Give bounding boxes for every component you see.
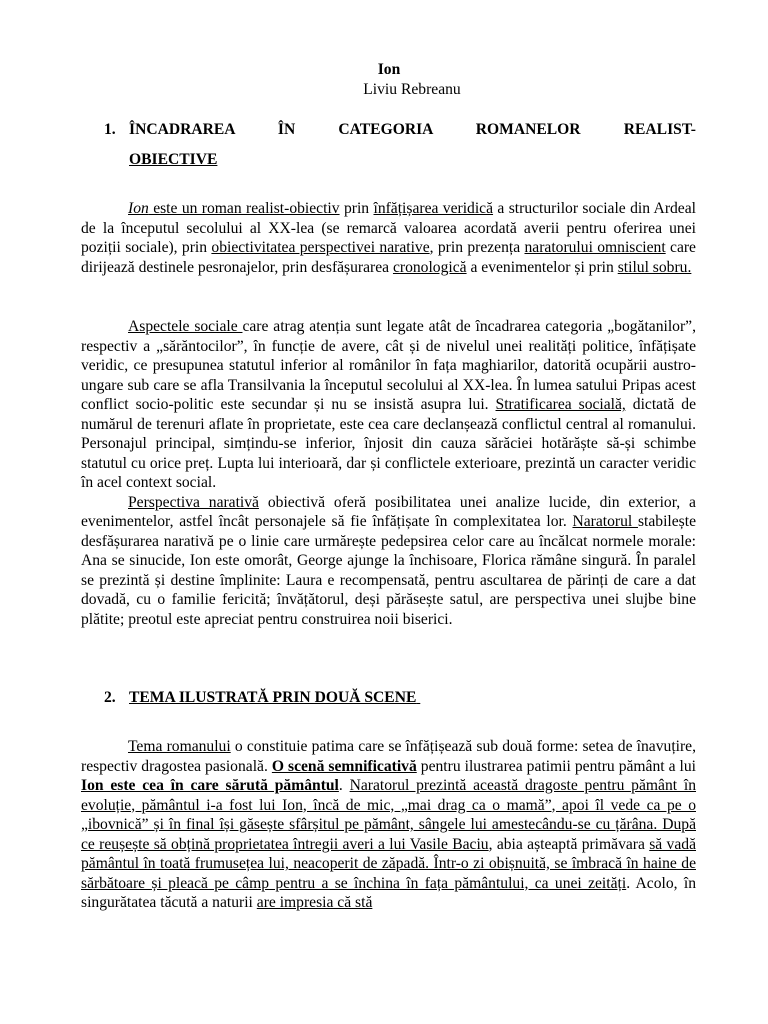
- section-2-paragraph-1: Tema romanului o constituie patima care se înfățișează sub două forme: setea de înavuțire, respectiv dragostea pasională. O scenă semnificativă pentru ilustrarea patimii pentru pământ a lui Ion este cea în care sărută pământul. Naratorul prezintă această dragoste pentru pământ în evoluție, pământul i-a fost lui Ion, încă de mic, „mai drag ca o mamă”, apoi îl vede ca pe o „ibovnică” și în final își găsește sfârșitul pe pământ, sângele lui amestecându-se cu țărâna. După ce reușește să obțină proprietatea întregii averi a lui Vasile Baciu, abia așteaptă primăvara să vadă pământul în toată frumusețea lui, neacoperit de zăpadă. Într-o zi obișnuită, se îmbracă în haine de sărbătoare și pleacă pe câmp pentru a se închina în fața pământului, ca unei zeități. Acolo, în singurătatea tăcută a naturii are impresia că stă: [81, 738, 697, 911]
- document-title: Ion: [377, 61, 401, 78]
- document-author: Liviu Rebreanu: [363, 81, 461, 98]
- novel-title-mention: Ion: [128, 200, 149, 217]
- section-1-paragraph-1: Ion este un roman realist-obiectiv prin înfățișarea veridică a structurilor sociale din Ardeal de la începutul secolului al XX-lea (se remarcă valoarea acordată averii pentru oferirea unei poziții sociale), prin obiectivitatea perspectivei narative, prin prezența naratorului omniscient care dirijează destinele pesronajelor, prin desfășurarea cronologică a evenimentelor și prin stilul sobru.: [81, 200, 696, 276]
- section-1-heading: [104, 120, 696, 169]
- section-1-paragraph-2: Aspectele sociale care atrag atenția sunt legate atât de încadrarea categoria „bogătanilor”, respectiv a „sărăntocilor”, în funcție de avere, cât și de nivelul unei realități politice, înfățișate veridic, ce presupunea statutul inferior al românilor în fața maghiarilor, datorită ocupării austro-ungare sub care se afla Transilvania la începutul secolului al XX-lea. În lumea satului Pripas acest conflict socio-politic este secundar și nu se insistă asupra lui. Stratificarea socială, dictată de numărul de terenuri aflate în proprietate, este cea care declanșează conflictul central al romanului. Personajul principal, simțindu-se inferior, înjosit din cauza sărăciei hotărăște să-și schimbe statutul cu orice preț. Lupta lui interioară, dar și conflictele exterioare, prezintă un caracter veridic în acel context social.: [81, 318, 696, 491]
- section-1-paragraphs-2-3: [81, 317, 696, 629]
- section-2-heading-text: TEMA ILUSTRATĂ PRIN DOUĂ SCENE: [129, 689, 417, 706]
- section-2-number: 2.: [104, 689, 116, 706]
- section-1-heading-line-2: OBIECTIVE: [129, 150, 218, 168]
- section-1-paragraph-3: Perspectiva narativă obiectivă oferă posibilitatea unei analize lucide, din exterior, a evenimentelor, astfel încât personajele să fie înfățișate în complexitatea lor. Naratorul stabilește desfășurarea narativă pe o linie care urmărește pedepsirea celor care au încălcat normele morale: Ana se sinucide, Ion este omorât, George ajunge la închisoare, Florica rămâne singură. În paralel se prezintă și destine împlinite: Laura e recompensată, pentru ascultarea de părinți de care a dat dovadă, cu o familie fericită; învățătorul, deși părăsește satul, are perspectiva unei slujbe bine plătite; preotul este apreciat pentru construirea noii biserici.: [81, 493, 696, 628]
- section-2-heading: [104, 688, 696, 708]
- section-1-number: 1.: [104, 121, 116, 138]
- section-1-heading-line-1: ÎNCADRAREA ÎN CATEGORIA ROMANELOR REALIST-: [129, 121, 696, 138]
